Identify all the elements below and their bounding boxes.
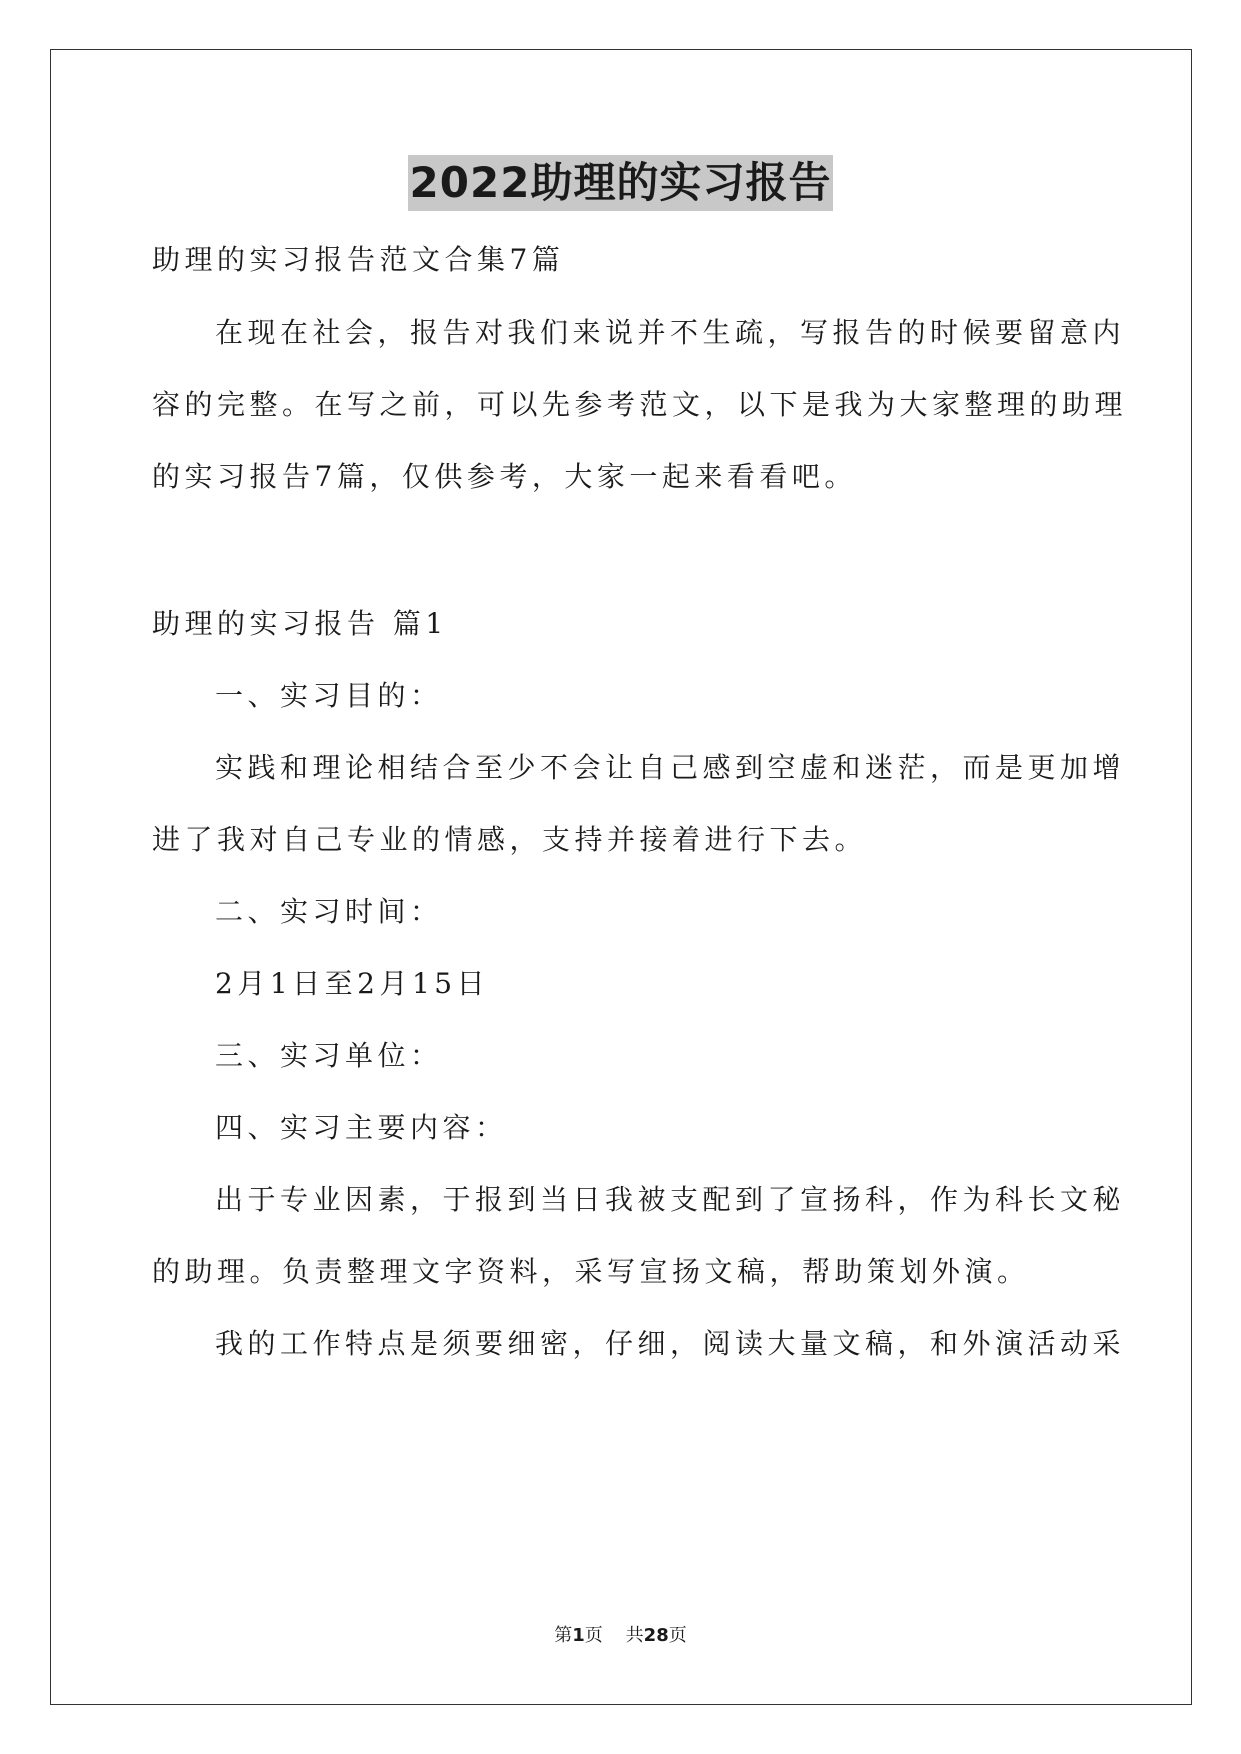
subtitle-line: 助理的实习报告范文合集7篇 — [152, 243, 565, 276]
paragraph-line: 我的工作特点是须要细密，仔细，阅读大量文稿，和外演活动采 — [215, 1327, 1126, 1360]
paragraph-line: 二、实习时间： — [215, 895, 443, 928]
title-wrap — [0, 155, 1241, 211]
paragraph-line: 实践和理论相结合至少不会让自己感到空虚和迷茫，而是更加增 — [215, 751, 1126, 784]
page-number: 1 — [572, 1625, 585, 1646]
section-heading: 助理的实习报告 篇1 — [152, 607, 448, 640]
total-suffix: 页 — [668, 1625, 687, 1646]
document-title: 2022助理的实习报告 — [408, 155, 834, 211]
paragraph-line: 容的完整。在写之前，可以先参考范文，以下是我为大家整理的助理 — [152, 388, 1128, 421]
paragraph-line: 出于专业因素，于报到当日我被支配到了宣扬科，作为科长文秘 — [215, 1183, 1126, 1216]
paragraph-line: 2月1日至2月15日 — [215, 967, 490, 1000]
paragraph-line: 在现在社会，报告对我们来说并不生疏，写报告的时候要留意内 — [215, 316, 1126, 349]
paragraph-line: 的助理。负责整理文字资料，采写宣扬文稿，帮助策划外演。 — [152, 1255, 1030, 1288]
paragraph-line: 三、实习单位： — [215, 1039, 443, 1072]
paragraph-line: 的实习报告7篇，仅供参考，大家一起来看看吧。 — [152, 460, 857, 493]
page-prefix: 第 — [554, 1625, 573, 1646]
paragraph-line: 进了我对自己专业的情感，支持并接着进行下去。 — [152, 823, 868, 856]
paragraph-line: 一、实习目的： — [215, 679, 443, 712]
page-border — [50, 49, 1192, 1705]
page-suffix: 页 — [584, 1625, 603, 1646]
page-footer — [0, 1624, 1241, 1648]
paragraph-line: 四、实习主要内容： — [215, 1111, 508, 1144]
total-pages: 28 — [643, 1625, 669, 1646]
total-prefix: 共 — [625, 1625, 644, 1646]
